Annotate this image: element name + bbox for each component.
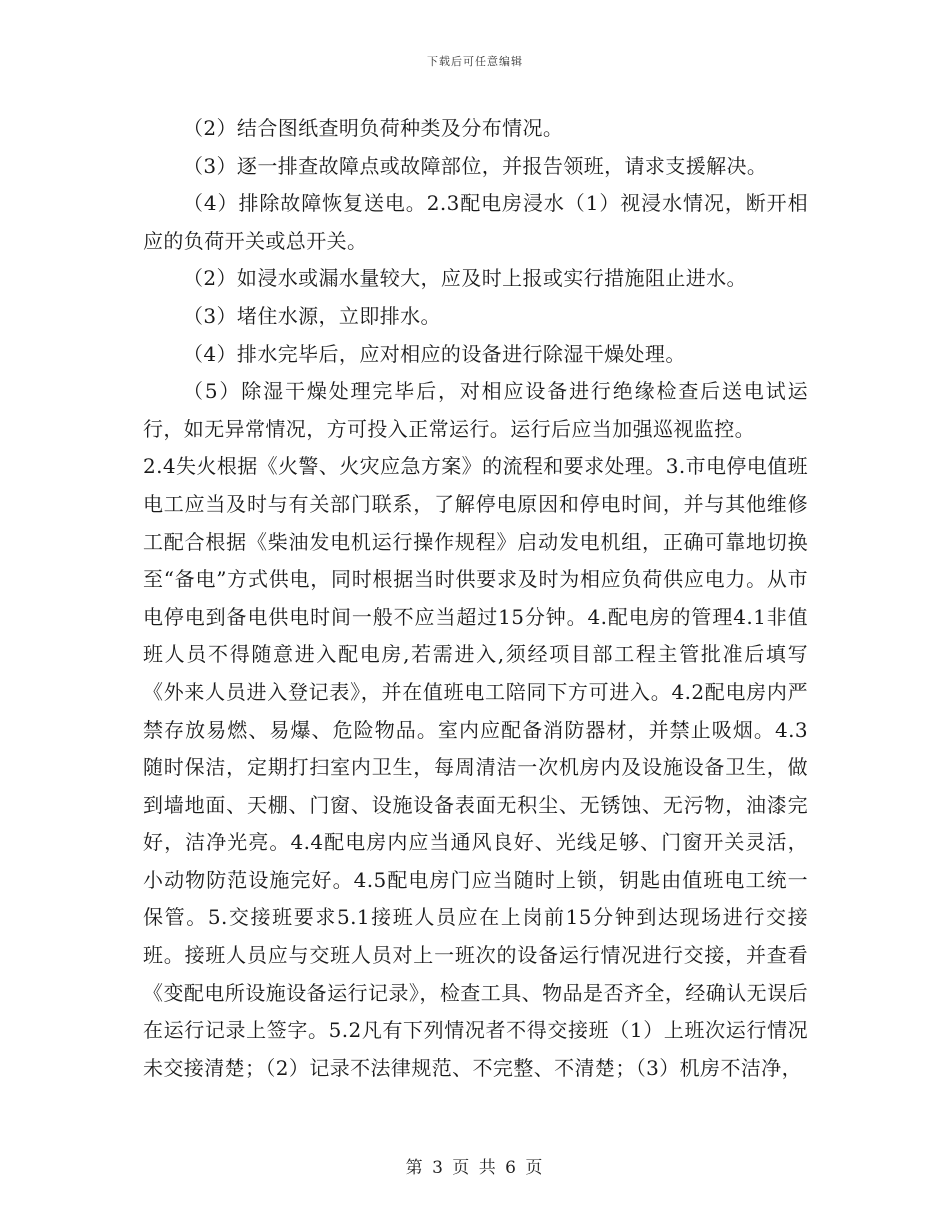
page-footer: 第 3 页 共 6 页 <box>405 1158 545 1178</box>
page-header: 下载后可任意编辑 <box>427 55 523 68</box>
paragraph: （4）排除故障恢复送电。2.3配电房浸水（1）视浸水情况，断开相应的负荷开关或总开关。 <box>143 191 808 253</box>
paragraph: （2）如浸水或漏水量较大，应及时上报或实行措施阻止进水。 <box>183 266 747 291</box>
paragraph: （3）堵住水源，立即排水。 <box>183 303 441 328</box>
document-body <box>143 110 808 1087</box>
paragraph: （4）排水完毕后，应对相应的设备进行除湿干燥处理。 <box>183 341 686 366</box>
paragraph: 2.4失火根据《火警、火灾应急方案》的流程和要求处理。3.市电停电值班电工应当及时与有关部门联系，了解停电原因和停电时间，并与其他维修工配合根据《柴油发电机运行操作规程》启动发电机组，正确可靠地切换至“备电”方式供电，同时根据当时供要求及时为相应负荷供应电力。从市电停电到备电供电时间一般不应当超过15分钟。4.配电房的管理4.1非值班人员不得随意进入配电房,若需进入,须经项目部工程主管批准后填写《外来人员进入登记表》，并在值班电工陪同下方可进入。4.2配电房内严禁存放易燃、易爆、危险物品。室内应配备消防器材，并禁止吸烟。4.3随时保洁，定期打扫室内卫生，每周清洁一次机房内及设施设备卫生，做到墙地面、天棚、门窗、设施设备表面无积尘、无锈蚀、无污物，油漆完好，洁净光亮。4.4配电房内应当通风良好、光线足够、门窗开关灵活，小动物防范设施完好。4.5配电房门应当随时上锁，钥匙由值班电工统一保管。5.交接班要求5.1接班人员应在上岗前15分钟到达现场进行交接班。接班人员应与交班人员对上一班次的设备运行情况进行交接，并查看《变配电所设施设备运行记录》，检查工具、物品是否齐全，经确认无误后在运行记录上签字。5.2凡有下列情况者不得交接班（1）上班次运行情况未交接清楚；（2）记录不法律规范、不完整、不清楚；（3）机房不洁净， <box>143 454 808 1080</box>
paragraph: （2）结合图纸查明负荷种类及分布情况。 <box>183 116 564 140</box>
paragraph: （5）除湿干燥处理完毕后，对相应设备进行绝缘检查后送电试运行，如无异常情况，方可投入正常运行。运行后应当加强巡视监控。 <box>143 379 808 441</box>
paragraph: （3）逐一排查故障点或故障部位，并报告领班，请求支援解决。 <box>183 153 768 178</box>
